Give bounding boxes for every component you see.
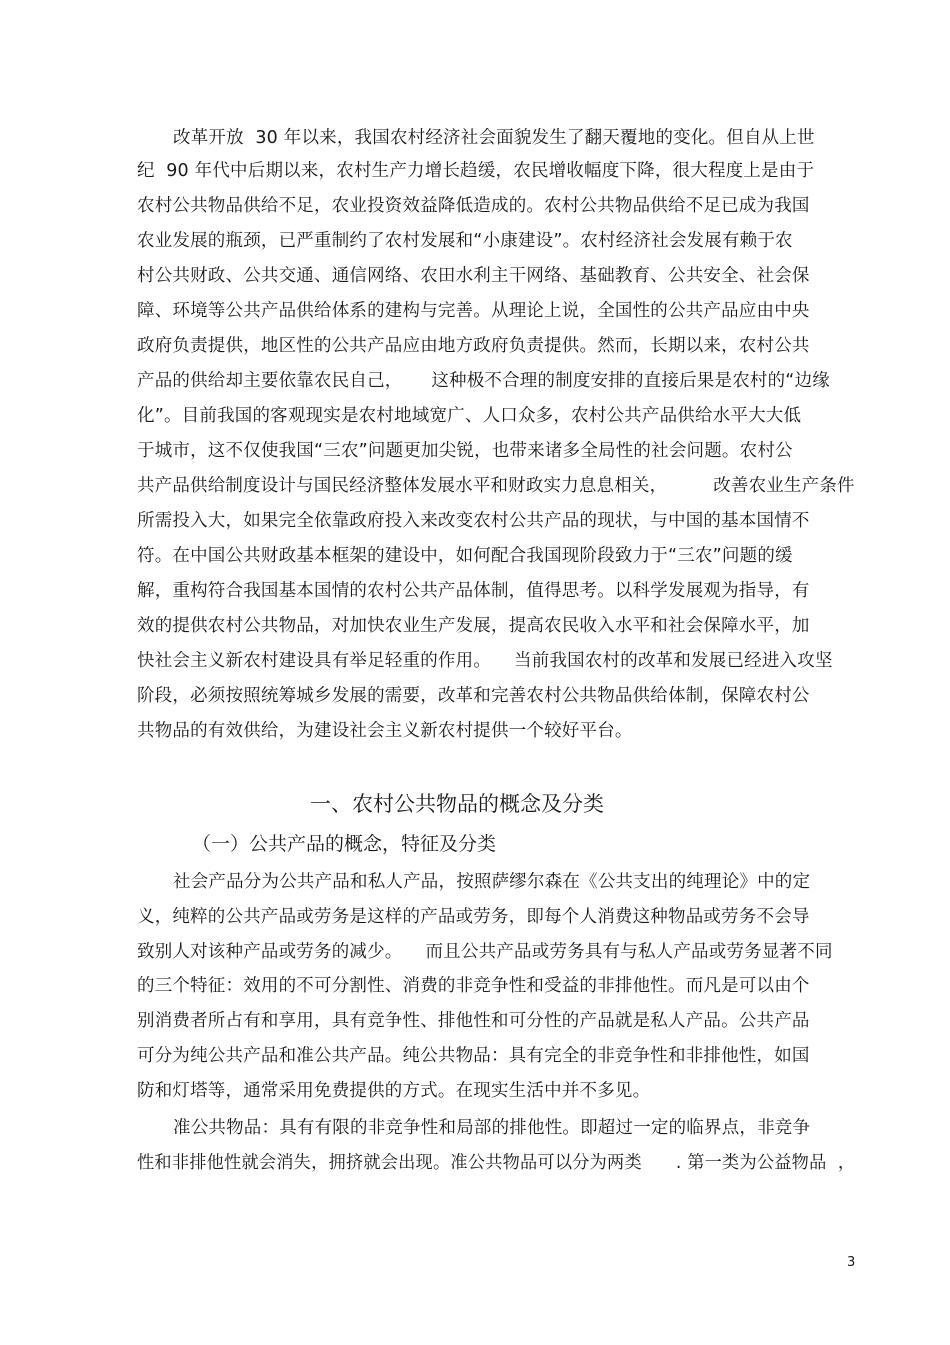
text-line: 的三个特征：效用的不可分割性、消费的非竞争性和受益的非排他性。而凡是可以由个 bbox=[137, 976, 810, 996]
text-line: 解，重构符合我国基本国情的农村公共产品体制，值得思考。以科学发展观为指导，有 bbox=[137, 581, 810, 601]
section-heading: 一、农村公共物品的概念及分类 bbox=[310, 792, 604, 816]
text-line: 效的提供农村公共物品，对加快农业生产发展，提高农民收入水平和社会保障水平，加 bbox=[137, 616, 810, 636]
text-line: 农村公共物品供给不足，农业投资效益降低造成的。农村公共物品供给不足已成为我国 bbox=[137, 196, 810, 216]
text-line: 纪 90 年代中后期以来，农村生产力增长趋缓，农民增收幅度下降，很大程度上是由于 bbox=[137, 161, 815, 181]
text-line: 社会产品分为公共产品和私人产品，按照萨缪尔森在《公共支出的纯理论》中的定 bbox=[173, 872, 811, 892]
page-number: 3 bbox=[847, 1255, 856, 1270]
text-line: 阶段，必须按照统筹城乡发展的需要，改革和完善农村公共物品供给体制，保障农村公 bbox=[137, 686, 810, 706]
subsection-heading: （一）公共产品的概念，特征及分类 bbox=[192, 833, 497, 855]
text-line: 村公共财政、公共交通、通信网络、农田水利主干网络、基础教育、公共安全、社会保 bbox=[137, 266, 810, 286]
text-line: 快社会主义新农村建设具有举足轻重的作用。 当前我国农村的改革和发展已经进入攻坚 bbox=[137, 651, 833, 671]
text-line: 准公共物品：具有有限的非竞争性和局部的排他性。即超过一定的临界点，非竞争 bbox=[173, 1118, 811, 1138]
text-line: 共产品供给制度设计与国民经济整体发展水平和财政实力息息相关， 改善农业生产条件 bbox=[137, 476, 855, 496]
text-line: 于城市，这不仅使我国“三农”问题更加尖锐，也带来诸多全局性的社会问题。农村公 bbox=[137, 441, 793, 461]
text-line: 政府负责提供，地区性的公共产品应由地方政府负责提供。然而，长期以来，农村公共 bbox=[137, 336, 810, 356]
text-line: 产品的供给却主要依靠农民自己， 这种极不合理的制度安排的直接后果是农村的“边缘 bbox=[137, 371, 830, 391]
text-line: 共物品的有效供给，为建设社会主义新农村提供一个较好平台。 bbox=[137, 721, 633, 741]
text-line: 化”。目前我国的客观现实是农村地域宽广、人口众多，农村公共产品供给水平大大低 bbox=[137, 406, 802, 426]
text-line: 防和灯塔等，通常采用免费提供的方式。在现实生活中并不多见。 bbox=[137, 1081, 651, 1101]
text-line: 性和非排他性就会消失，拥挤就会出现。准公共物品可以分为两类 . 第一类为公益物品 ， bbox=[137, 1153, 856, 1173]
text-line: 障、环境等公共产品供给体系的建构与完善。从理论上说，全国性的公共产品应由中央 bbox=[137, 301, 810, 321]
text-line: 改革开放 30 年以来，我国农村经济社会面貌发生了翻天覆地的变化。但自从上世 bbox=[173, 128, 815, 148]
text-line: 别消费者所占有和享用，具有竞争性、排他性和可分性的产品就是私人产品。公共产品 bbox=[137, 1011, 810, 1031]
text-line: 农业发展的瓶颈，已严重制约了农村发展和“小康建设”。农村经济社会发展有赖于农 bbox=[137, 231, 793, 251]
text-line: 所需投入大，如果完全依靠政府投入来改变农村公共产品的现状，与中国的基本国情不 bbox=[137, 511, 810, 531]
text-line: 致别人对该种产品或劳务的减少。 而且公共产品或劳务具有与私人产品或劳务显著不同 bbox=[137, 942, 833, 962]
text-line: 义，纯粹的公共产品或劳务是这样的产品或劳务，即每个人消费这种物品或劳务不会导 bbox=[137, 907, 810, 927]
text-line: 符。在中国公共财政基本框架的建设中，如何配合我国现阶段致力于“三农”问题的缓 bbox=[137, 546, 793, 566]
text-line: 可分为纯公共产品和准公共产品。纯公共物品：具有完全的非竞争性和非排他性，如国 bbox=[137, 1046, 810, 1066]
